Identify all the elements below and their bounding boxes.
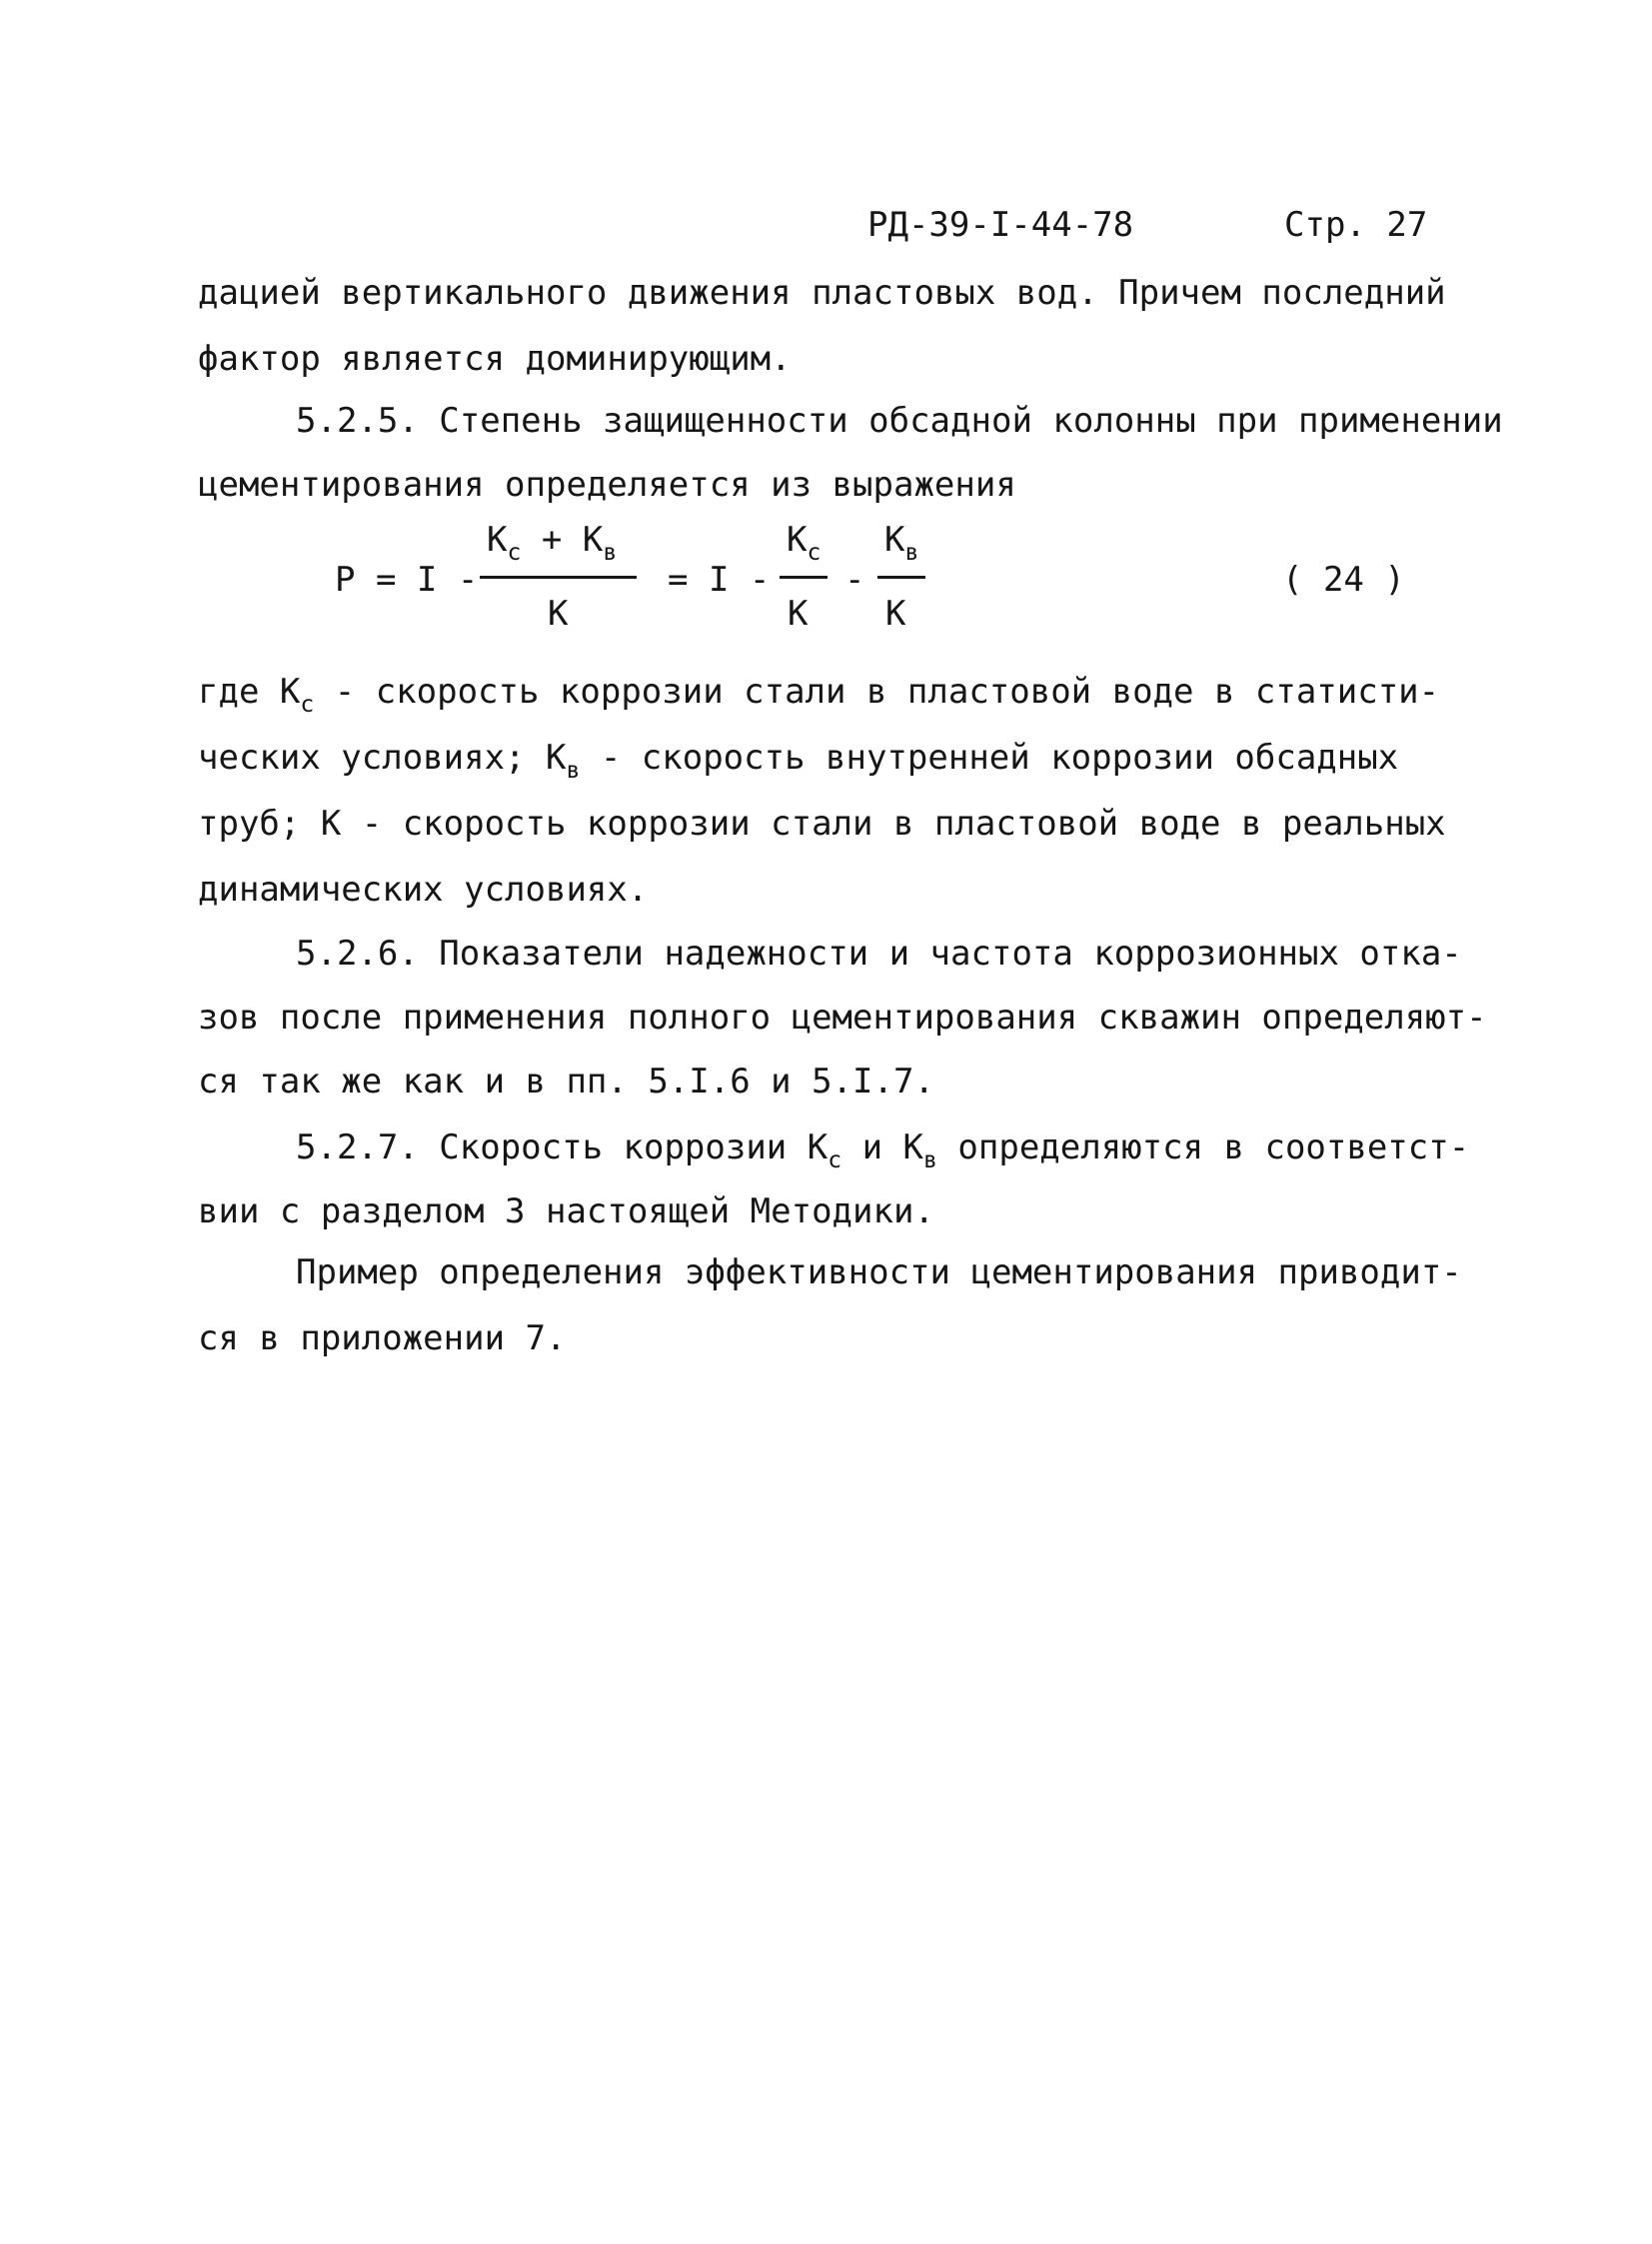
equation-number: ( 24 ) — [1282, 560, 1405, 600]
document-code: РД-39-I-44-78 — [867, 205, 1134, 245]
fraction-bar — [877, 576, 925, 579]
text-line: зов после применения полного цементирования скважин определяют- — [198, 998, 1487, 1038]
text-line: ся в приложении 7. — [198, 1318, 567, 1358]
text-line: фактор является доминирующим. — [198, 339, 792, 379]
fraction1-numerator: $К_с + К_в$ — [487, 520, 618, 566]
fraction1-denominator: К — [548, 594, 569, 634]
formula-lhs: P = I - — [335, 560, 479, 600]
fraction2-denominator: К — [788, 594, 809, 634]
text-line: ческих условиях; $К_в$ - скорость внутренней коррозии обсадных — [198, 738, 1399, 784]
text-line: вии с разделом 3 настоящей Методики. — [198, 1191, 934, 1231]
formula-minus: - — [844, 560, 865, 600]
text-line: 5.2.6. Показатели надежности и частота коррозионных отка- — [296, 934, 1462, 974]
fraction-bar — [780, 576, 827, 579]
text-line: 5.2.5. Степень защищенности обсадной колонны при применении — [296, 401, 1503, 441]
text-line: где $К_с$ - скорость коррозии стали в пластовой воде в статисти- — [198, 672, 1440, 718]
fraction3-denominator: К — [885, 594, 906, 634]
page-number: Стр. 27 — [1284, 205, 1428, 245]
text-line: динамических условиях. — [198, 870, 649, 910]
formula-24 — [0, 520, 1652, 640]
text-line: 5.2.7. Скорость коррозии $К_с$ и $К_в$ определяются в соответст- — [296, 1127, 1470, 1173]
fraction-bar — [480, 576, 637, 579]
formula-equals: = I - — [668, 560, 771, 600]
text-line: труб; К - скорость коррозии стали в пластовой воде в реальных — [198, 804, 1446, 844]
text-line: ся так же как и в пп. 5.I.6 и 5.I.7. — [198, 1062, 934, 1102]
text-line: дацией вертикального движения пластовых вод. Причем последний — [198, 273, 1446, 313]
text-line: Пример определения эффективности цементирования приводит- — [296, 1252, 1462, 1292]
fraction3-numerator: $К_в$ — [884, 520, 919, 566]
text-line: цементирования определяется из выражения — [198, 465, 1016, 505]
fraction2-numerator: $К_с$ — [787, 520, 822, 566]
